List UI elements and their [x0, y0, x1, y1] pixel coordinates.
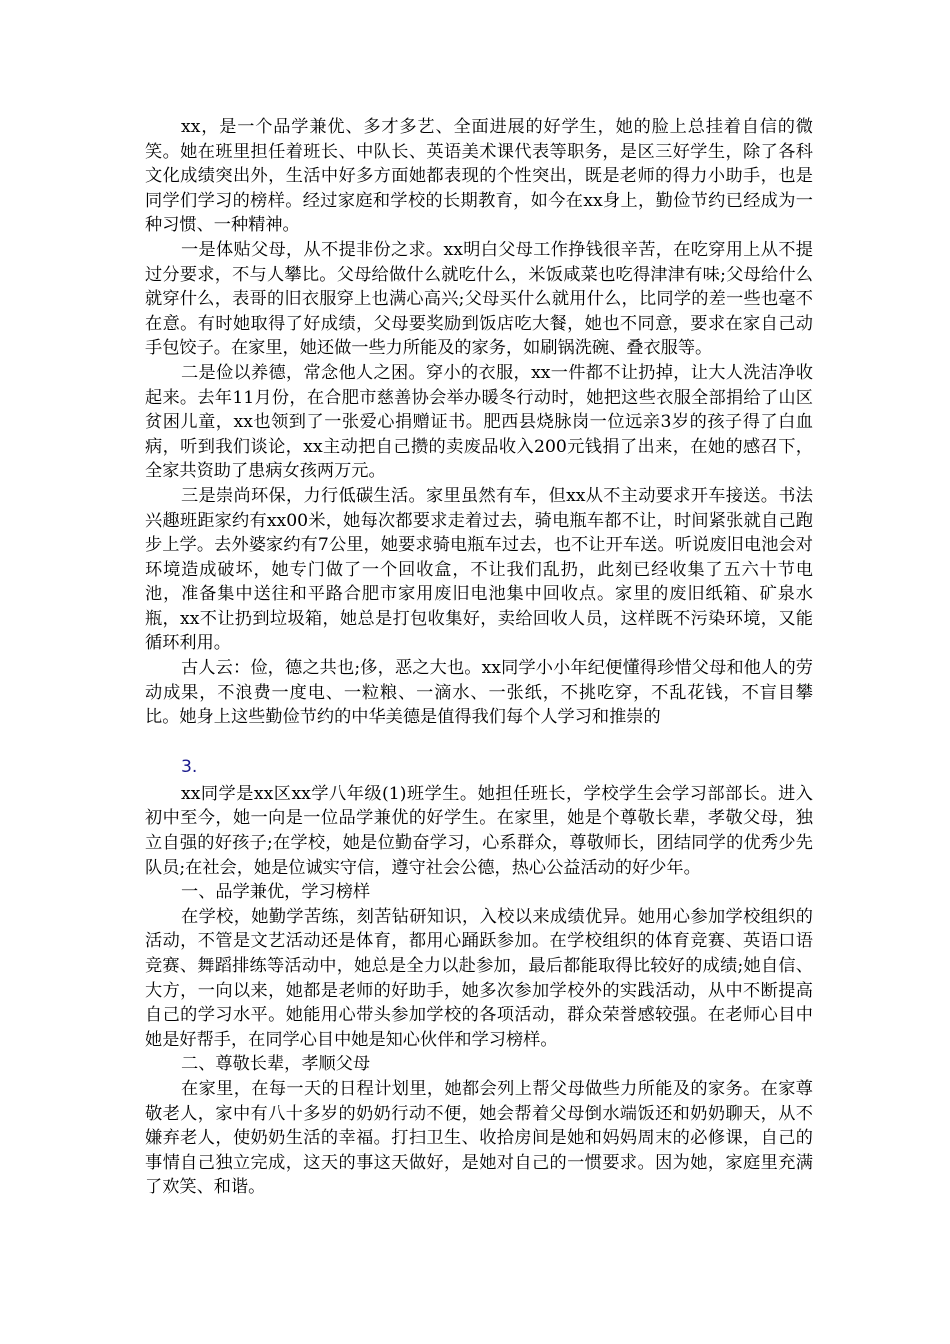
section-paragraph: 在家里，在每一天的日程计划里，她都会列上帮父母做些力所能及的家务。在家尊敬老人，家中有八十多岁的奶奶行动不便，她会帮着父母倒水端饭还和奶奶聊天，从不嫌弃老人，使奶奶生活的幸福。打扫卫生、收拾房间是她和妈妈周末的必修课，自己的事情自己独立完成，这天的事这天做好，是她对自己的一惯要求。因为她，家庭里充满了欢笑、和谐。	[145, 1078, 813, 1198]
section-heading: 一、品学兼优，学习榜样	[181, 882, 371, 903]
section-heading: 二、尊敬长辈，孝顺父母	[181, 1054, 371, 1075]
intro-paragraph: xx同学是xx区xx学八年级(1)班学生。她担任班长，学校学生会学习部部长。进入初中至今，她一向是一位品学兼优的好学生。在家里，她是个尊敬长辈，孝敬父母，独立自强的好孩子;在学校，她是位勤奋学习，心系群众，尊敬师长，团结同学的优秀少先队员;在社会，她是位诚实守信，遵守社会公德，热心公益活动的好少年。	[145, 783, 813, 878]
body-paragraph: xx，是一个品学兼优、多才多艺、全面进展的好学生，她的脸上总挂着自信的微笑。她在班里担任着班长、中队长、英语美术课代表等职务，是区三好学生，除了各科文化成绩突出外，生活中好多方面她都表现的个性突出，既是老师的得力小助手，也是同学们学习的榜样。经过家庭和学校的长期教育，如今在xx身上，勤俭节约已经成为一种习惯、一种精神。	[145, 117, 813, 236]
section-paragraph: 在学校，她勤学苦练，刻苦钻研知识，入校以来成绩优异。她用心参加学校组织的活动，不管是文艺活动还是体育，都用心踊跃参加。在学校组织的体育竞赛、英语口语竞赛、舞蹈排练等活动中，她总是全力以赴参加，最后都能取得比较好的成绩;她自信、大方，一向以来，她都是老师的好助手，她多次参加学校外的实践活动，从中不断提高自己的学习水平。她能用心带头参加学校的各项活动，群众荣誉感较强。在老师心目中她是好帮手，在同学心目中她是知心伙伴和学习榜样。	[145, 906, 813, 1050]
body-paragraph: 二是俭以养德，常念他人之困。穿小的衣服，xx一件都不让扔掉，让大人洗洁净收起来。去年11月份，在合肥市慈善协会举办暖冬行动时，她把这些衣服全部捐给了山区贫困儿童，xx也领到了一张爱心捐赠证书。肥西县烧脉岗一位远亲3岁的孩子得了白血病，听到我们谈论，xx主动把自己攒的卖废品收入200元钱捐了出来，在她的感召下，全家共资助了患病女孩两万元。	[145, 362, 813, 482]
document-page	[145, 115, 813, 1200]
body-paragraph: 古人云：俭，德之共也;侈，恶之大也。xx同学小小年纪便懂得珍惜父母和他人的劳动成果，不浪费一度电、一粒粮、一滴水、一张纸，不挑吃穿，不乱花钱，不盲目攀比。她身上这些勤俭节约的中华美德是值得我们每个人学习和推崇的	[145, 658, 813, 728]
section-number: 3.	[181, 756, 198, 777]
body-paragraph: 一是体贴父母，从不提非份之求。xx明白父母工作挣钱很辛苦，在吃穿用上从不提过分要求，不与人攀比。父母给做什么就吃什么，米饭咸菜也吃得津津有味;父母给什么就穿什么，表哥的旧衣服穿上也满心高兴;父母买什么就用什么，比同学的差一些也毫不在意。有时她取得了好成绩，父母要奖励到饭店吃大餐，她也不同意，要求在家自己动手包饺子。在家里，她还做一些力所能及的家务，如刷锅洗碗、叠衣服等。	[145, 239, 813, 359]
body-paragraph: 三是崇尚环保，力行低碳生活。家里虽然有车，但xx从不主动要求开车接送。书法兴趣班距家约有xx00米，她每次都要求走着过去，骑电瓶车都不让，时间紧张就自己跑步上学。去外婆家约有7公里，她要求骑电瓶车过去，也不让开车送。听说废旧电池会对环境造成破坏，她专门做了一个回收盒，不让我们乱扔，此刻已经收集了五六十节电池，准备集中送往和平路合肥市家用废旧电池集中回收点。家里的废旧纸箱、矿泉水瓶，xx不让扔到垃圾箱，她总是打包收集好，卖给回收人员，这样既不污染环境，又能循环利用。	[145, 485, 813, 654]
